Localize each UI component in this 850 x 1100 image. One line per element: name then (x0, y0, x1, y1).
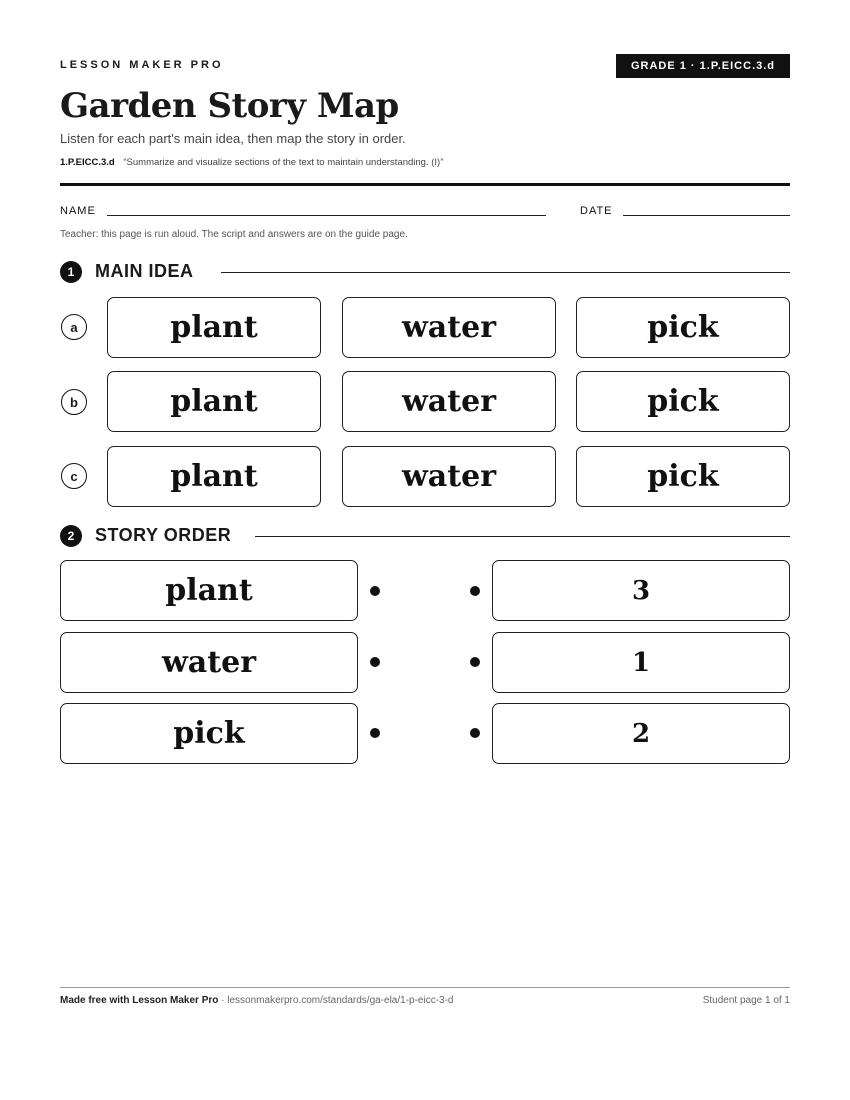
match-dot-left[interactable] (370, 728, 380, 738)
section-1-title: MAIN IDEA (95, 261, 194, 281)
page-title: Garden Story Map (60, 86, 399, 126)
match-dot-left[interactable] (370, 586, 380, 596)
order-number-card[interactable]: 3 (492, 560, 790, 621)
teacher-note: Teacher: this page is run aloud. The script and answers are on the guide page. (60, 229, 408, 240)
main-idea-choice[interactable]: pick (576, 446, 790, 507)
match-dot-right[interactable] (470, 586, 480, 596)
footer-url[interactable]: · lessonmakerpro.com/standards/ga-ela/1-p-eicc-3-d (218, 995, 454, 1006)
grade-badge: GRADE 1 · 1.P.EICC.3.d (616, 54, 790, 78)
order-number-card[interactable]: 2 (492, 703, 790, 764)
main-idea-choice[interactable]: water (342, 446, 556, 507)
standard-text: “Summarize and visualize sections of the text to maintain understanding. (I)” (123, 157, 444, 168)
match-dot-right[interactable] (470, 657, 480, 667)
footer-credit (60, 995, 454, 1006)
main-idea-choice[interactable]: plant (107, 371, 321, 432)
main-idea-choice[interactable]: plant (107, 297, 321, 358)
standard-code: 1.P.EICC.3.d (60, 157, 115, 168)
header-divider (60, 183, 790, 186)
footer-page-label: Student page 1 of 1 (702, 995, 790, 1006)
main-idea-choice[interactable]: water (342, 371, 556, 432)
standard-line (60, 157, 443, 168)
main-idea-choice[interactable]: plant (107, 446, 321, 507)
name-label: NAME (60, 205, 96, 217)
match-dot-left[interactable] (370, 657, 380, 667)
section-2-title: STORY ORDER (95, 525, 232, 545)
footer-divider (60, 987, 790, 988)
main-idea-choice[interactable]: pick (576, 297, 790, 358)
brand-name: LESSON MAKER PRO (60, 59, 224, 71)
main-idea-choice[interactable]: pick (576, 371, 790, 432)
name-field[interactable] (107, 215, 546, 216)
story-event-card[interactable]: water (60, 632, 358, 693)
section-1-number: 1 (60, 261, 82, 283)
row-letter-b: b (61, 389, 87, 415)
row-letter-c: c (61, 463, 87, 489)
section-2-number: 2 (60, 525, 82, 547)
page-subtitle: Listen for each part's main idea, then map the story in order. (60, 131, 406, 146)
match-dot-right[interactable] (470, 728, 480, 738)
story-event-card[interactable]: pick (60, 703, 358, 764)
order-number-card[interactable]: 1 (492, 632, 790, 693)
row-letter-a: a (61, 314, 87, 340)
section-2-rule (255, 536, 790, 537)
story-event-card[interactable]: plant (60, 560, 358, 621)
section-1-rule (221, 272, 790, 273)
main-idea-choice[interactable]: water (342, 297, 556, 358)
date-field[interactable] (623, 215, 790, 216)
footer-made-with: Made free with Lesson Maker Pro (60, 995, 219, 1006)
date-label: DATE (580, 205, 613, 217)
